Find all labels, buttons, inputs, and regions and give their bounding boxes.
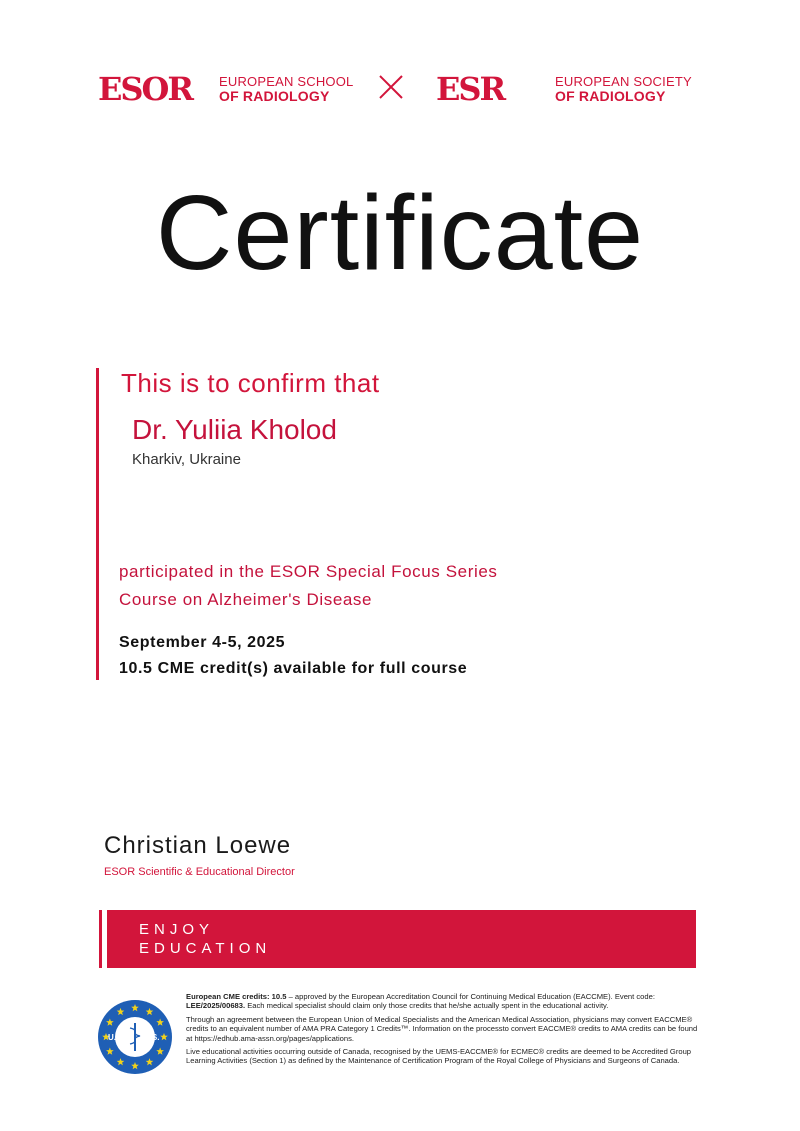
certificate-title: Certificate: [155, 174, 645, 292]
footer-cme-tail: Each medical specialist should claim only those credits that he/she actually spent in the educational activity.: [245, 1001, 609, 1011]
course-series: participated in the ESOR Special Focus Series: [119, 562, 498, 581]
footer-cme-label: European CME credits:: [186, 992, 270, 1001]
signatory-role: ESOR Scientific & Educational Director: [104, 866, 295, 878]
esor-name-line2: OF RADIOLOGY: [219, 88, 330, 104]
enjoy-education-banner: [99, 910, 696, 968]
esor-logo-text: [219, 74, 353, 104]
banner-edge: [99, 910, 102, 968]
footer-cme-mid: – approved by the European Accreditation Council for Continuing Medical Education (EACCME). Event code:: [286, 992, 655, 1001]
banner-fill: [107, 910, 696, 968]
footer-event-code: LEE/2025/00683.: [186, 1001, 246, 1011]
banner-line1: ENJOY: [139, 921, 215, 938]
footer-cme-value: 10.5: [271, 992, 287, 1001]
course-credits: 10.5 CME credit(s) available for full course: [119, 660, 468, 677]
footer-paragraph-cme: [186, 992, 698, 1011]
signatory-name: Christian Loewe: [104, 832, 292, 859]
header-logos: [0, 72, 800, 108]
esr-logo-text: [555, 74, 692, 104]
seal-text-right: M.S.: [143, 1033, 160, 1042]
uems-seal-icon: [97, 999, 173, 1075]
banner-line2: EDUCATION: [139, 940, 272, 957]
footer-paragraph-ama: Through an agreement between the European Union of Medical Specialists and the American Medical Association, physicians may convert EACCME® credits to an equivalent number of AMA PRA Category 1 Credits™. Information on the processto convert EACCME® credits to AMA credits can be found at https://edhub.ama-assn.org/pages/applications.: [186, 1014, 698, 1043]
esr-name-line1: EUROPEAN SOCIETY: [555, 74, 692, 89]
esr-logo-mark: ESR: [436, 70, 505, 108]
esor-logo-mark: ESOR: [98, 70, 192, 108]
esr-name-line2: OF RADIOLOGY: [555, 88, 666, 104]
confirmation-block: [96, 368, 699, 680]
recipient-name: Dr. Yuliia Kholod: [132, 414, 337, 445]
course-title: Course on Alzheimer's Disease: [119, 590, 373, 609]
confirmation-lead: This is to confirm that: [121, 368, 380, 398]
footer-paragraph-canada: Live educational activities occurring outside of Canada, recognised by the UEMS-EACCME® for ECMEC® credits are deemed to be Accredited Group Learning Activities (Section 1) as defined by the Maintenance of Certification Program of the Royal College of Physicians and Surgeons of Canada.: [186, 1047, 692, 1066]
cross-icon: [376, 72, 406, 102]
seal-text-left: U.E.: [108, 1033, 124, 1042]
footer-accreditation-text: [186, 992, 698, 1070]
course-date: September 4-5, 2025: [119, 634, 286, 651]
esor-name-line1: EUROPEAN SCHOOL: [219, 74, 354, 89]
recipient-location: Kharkiv, Ukraine: [132, 451, 241, 468]
